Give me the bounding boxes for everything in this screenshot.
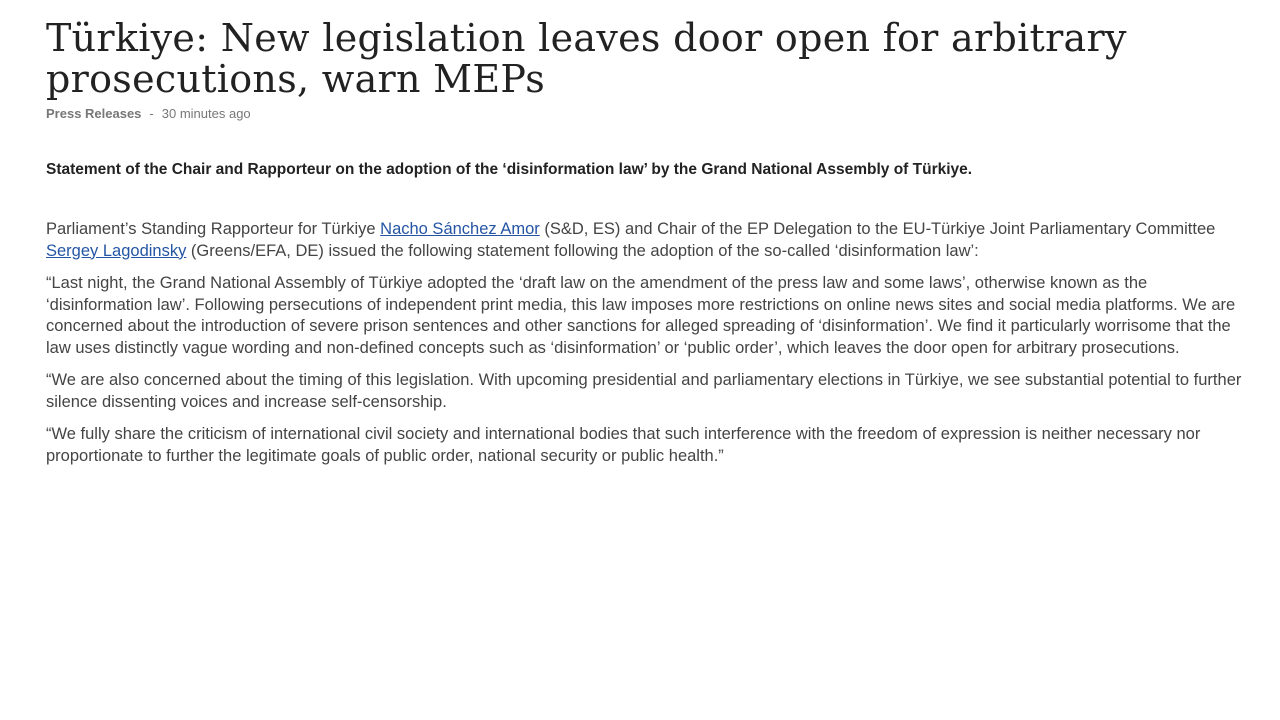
intro-text-3: (Greens/EFA, DE) issued the following statement following the adoption of the so-called ‘disinformation law’: [186, 241, 979, 260]
intro-text-2: (S&D, ES) and Chair of the EP Delegation to the EU-Türkiye Joint Parliamentary Committee [539, 220, 1216, 238]
article-lead: Statement of the Chair and Rapporteur on the adoption of the ‘disinformation law’ by the Grand National Assembly of Türkiye. [46, 161, 973, 178]
intro-text-1: Parliament’s Standing Rapporteur for Türkiye [46, 220, 381, 238]
quote-paragraph-2: “We are also concerned about the timing of this legislation. With upcoming presidential and parliamentary elections in Türkiye, we see substantial potential to further silence dissenting voices and increase self-censorship. [46, 371, 1242, 411]
category-link[interactable]: Press Releases [46, 106, 142, 121]
person-link-lagodinsky[interactable]: Sergey Lagodinsky [46, 241, 187, 260]
intro-paragraph [46, 219, 1256, 262]
article [46, 0, 1256, 467]
article-meta [46, 106, 1256, 121]
article-title: Türkiye: New legislation leaves door open for arbitrary prosecutions, warn MEPs [46, 16, 1127, 101]
quote-paragraph-1: “Last night, the Grand National Assembly of Türkiye adopted the ‘draft law on the amendment of the press law and some laws’, otherwise known as the ‘disinformation law’. Following persecutions of independent print media, this law imposes more restrictions on online news sites and social media platforms. We are concerned about the introduction of severe prison sentences and other sanctions for alleged spreading of ‘disinformation’. We find it particularly worrisome that the law uses distinctly vague wording and non-defined concepts such as ‘disinformation’ or ‘public order’, which leaves the door open for arbitrary prosecutions. [46, 274, 1236, 357]
quote-paragraph-3: “We fully share the criticism of international civil society and international bodies that such interference with the freedom of expression is neither necessary nor proportionate to further the legitimate goals of public order, national security or public health.” [46, 425, 1201, 465]
person-link-sanchez-amor[interactable]: Nacho Sánchez Amor [380, 220, 540, 238]
timestamp: 30 minutes ago [161, 106, 251, 121]
meta-separator: - [149, 106, 154, 121]
